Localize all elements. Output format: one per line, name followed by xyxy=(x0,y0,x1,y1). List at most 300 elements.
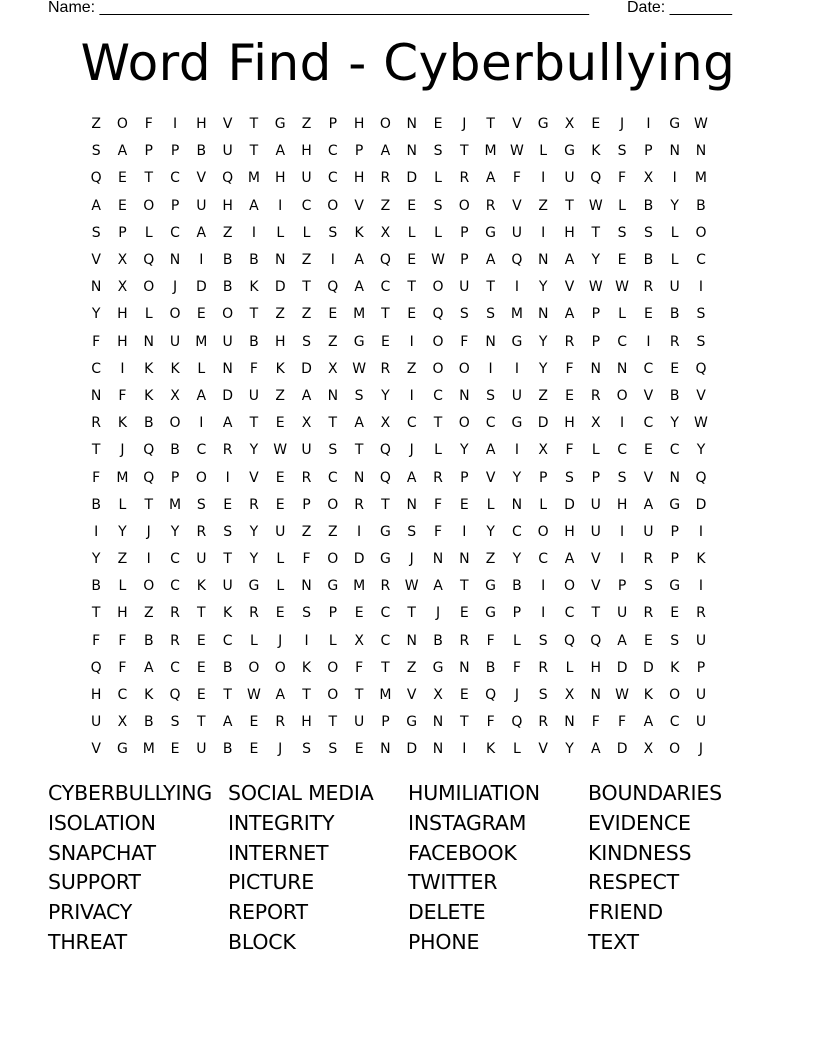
grid-letter: I xyxy=(514,279,519,296)
grid-letter: V xyxy=(91,741,101,758)
grid-letter: U xyxy=(301,442,312,459)
grid-letter: F xyxy=(302,551,311,568)
grid-letter: O xyxy=(169,306,181,323)
grid-letter: S xyxy=(538,632,548,649)
grid-row xyxy=(83,247,743,274)
grid-letter: V xyxy=(643,387,654,404)
grid-letter: Q xyxy=(590,170,602,187)
grid-letter: C xyxy=(433,387,443,404)
grid-letter: J xyxy=(172,279,178,296)
grid-letter: S xyxy=(433,197,443,214)
grid-letter: I xyxy=(541,224,546,241)
grid-letter: E xyxy=(643,306,653,323)
grid-letter: C xyxy=(643,360,654,377)
grid-letter: V xyxy=(196,170,207,187)
name-field-line: Name: _______________________________________________________ xyxy=(48,0,589,16)
grid-letter: W xyxy=(615,687,629,704)
grid-row xyxy=(83,220,743,247)
word-bank-item: HUMILIATION xyxy=(408,781,540,805)
grid-letter: C xyxy=(196,442,207,459)
grid-letter: C xyxy=(222,632,233,649)
grid-letter: H xyxy=(353,116,365,133)
grid-letter: O xyxy=(195,469,207,486)
grid-letter: K xyxy=(196,578,206,595)
grid-letter: B xyxy=(643,252,654,269)
grid-letter: A xyxy=(354,252,364,269)
grid-letter: O xyxy=(327,551,339,568)
grid-row xyxy=(83,383,743,410)
grid-letter: K xyxy=(696,551,706,568)
grid-letter: L xyxy=(144,224,153,241)
grid-letter: S xyxy=(696,306,706,323)
grid-letter: C xyxy=(617,442,627,459)
grid-letter: D xyxy=(564,496,575,513)
grid-letter: X xyxy=(328,360,338,377)
grid-letter: N xyxy=(485,333,496,350)
grid-letter: F xyxy=(118,632,127,649)
grid-letter: A xyxy=(222,415,233,432)
grid-letter: Q xyxy=(511,714,523,731)
grid-letter: L xyxy=(565,659,574,676)
grid-letter: H xyxy=(274,170,286,187)
grid-letter: I xyxy=(278,197,283,214)
grid-letter: L xyxy=(434,224,442,241)
grid-letter: G xyxy=(537,116,549,133)
grid-letter: B xyxy=(222,279,233,296)
grid-letter: C xyxy=(538,551,549,568)
grid-letter: B xyxy=(170,442,180,459)
grid-letter: C xyxy=(170,659,180,676)
grid-letter: I xyxy=(225,469,230,486)
grid-letter: R xyxy=(696,605,706,622)
grid-letter: L xyxy=(302,224,311,241)
grid-letter: Z xyxy=(380,197,391,214)
grid-letter: S xyxy=(354,387,364,404)
grid-letter: G xyxy=(485,224,497,241)
grid-letter: A xyxy=(249,197,259,214)
grid-letter: Y xyxy=(381,387,390,404)
grid-letter: E xyxy=(249,741,259,758)
grid-letter: G xyxy=(669,578,681,595)
grid-letter: E xyxy=(433,116,443,133)
grid-letter: Z xyxy=(117,551,128,568)
grid-letter: P xyxy=(302,496,311,513)
grid-letter: J xyxy=(620,116,625,133)
grid-row xyxy=(83,573,743,600)
grid-letter: B xyxy=(196,143,207,160)
grid-letter: D xyxy=(616,741,628,758)
grid-letter: L xyxy=(118,496,127,513)
grid-letter: E xyxy=(223,496,233,513)
grid-letter: U xyxy=(695,714,707,731)
grid-letter: K xyxy=(170,360,180,377)
grid-letter: A xyxy=(617,632,627,649)
grid-row xyxy=(83,736,743,763)
grid-letter: S xyxy=(643,224,653,241)
grid-letter: T xyxy=(302,279,311,296)
grid-letter: H xyxy=(117,333,128,350)
word-bank-item: CYBERBULLYING xyxy=(48,781,213,805)
grid-letter: R xyxy=(380,360,391,377)
grid-letter: I xyxy=(672,170,677,187)
grid-letter: T xyxy=(328,415,338,432)
grid-letter: Q xyxy=(511,252,523,269)
grid-letter: S xyxy=(670,632,680,649)
grid-letter: I xyxy=(462,523,467,540)
grid-letter: N xyxy=(537,306,549,323)
word-bank-item: TWITTER xyxy=(408,870,498,895)
grid-letter: I xyxy=(330,252,335,269)
grid-letter: Y xyxy=(170,523,180,540)
grid-letter: V xyxy=(406,687,417,704)
grid-letter: U xyxy=(275,523,286,540)
grid-letter: H xyxy=(90,687,102,704)
grid-letter: P xyxy=(170,469,180,486)
grid-letter: N xyxy=(327,387,339,404)
grid-letter: I xyxy=(620,523,625,540)
grid-letter: X xyxy=(564,116,575,133)
grid-letter: I xyxy=(357,523,362,540)
grid-letter: I xyxy=(541,605,546,622)
grid-letter: J xyxy=(146,523,151,540)
grid-letter: K xyxy=(486,741,496,758)
grid-letter: V xyxy=(512,197,522,214)
grid-letter: F xyxy=(249,360,258,377)
grid-letter: H xyxy=(616,496,628,513)
grid-row xyxy=(83,138,743,165)
grid-letter: I xyxy=(514,442,519,459)
grid-letter: F xyxy=(118,387,127,404)
grid-letter: Y xyxy=(249,442,259,459)
grid-letter: V xyxy=(696,387,706,404)
grid-letter: J xyxy=(278,632,283,649)
grid-letter: I xyxy=(620,551,625,568)
grid-letter: U xyxy=(511,224,523,241)
grid-letter: I xyxy=(94,523,99,540)
grid-letter: N xyxy=(669,143,680,160)
grid-letter: A xyxy=(275,687,286,704)
grid-letter: A xyxy=(301,387,312,404)
grid-letter: A xyxy=(143,659,154,676)
grid-letter: K xyxy=(301,659,312,676)
grid-letter: R xyxy=(538,659,549,676)
grid-letter: N xyxy=(222,360,233,377)
grid-letter: B xyxy=(222,741,233,758)
grid-letter: Y xyxy=(538,360,548,377)
grid-letter: S xyxy=(486,387,496,404)
grid-letter: I xyxy=(646,333,651,350)
word-bank-item: REPORT xyxy=(228,900,308,925)
grid-letter: T xyxy=(354,687,364,704)
word-bank-item: TEXT xyxy=(588,929,639,954)
grid-letter: I xyxy=(488,360,493,377)
grid-letter: O xyxy=(669,741,681,758)
word-bank-item: FRIEND xyxy=(588,900,663,925)
grid-letter: L xyxy=(434,170,442,187)
grid-letter: G xyxy=(117,741,128,758)
grid-letter: A xyxy=(485,170,496,187)
grid-letter: P xyxy=(538,469,548,486)
grid-letter: I xyxy=(646,116,651,133)
grid-letter: W xyxy=(352,360,367,377)
grid-letter: G xyxy=(564,143,575,160)
grid-letter: S xyxy=(617,224,627,241)
grid-letter: T xyxy=(354,442,364,459)
grid-letter: L xyxy=(328,632,337,649)
grid-letter: P xyxy=(354,143,364,160)
grid-letter: A xyxy=(354,415,364,432)
grid-letter: M xyxy=(168,496,182,513)
grid-letter: N xyxy=(564,714,575,731)
grid-letter: N xyxy=(432,741,444,758)
grid-letter: X xyxy=(354,632,364,649)
grid-letter: D xyxy=(353,551,365,568)
grid-letter: F xyxy=(433,496,443,513)
grid-letter: R xyxy=(275,714,286,731)
grid-letter: T xyxy=(91,605,101,622)
grid-letter: Z xyxy=(301,116,312,133)
grid-letter: E xyxy=(670,360,680,377)
grid-letter: A xyxy=(380,143,391,160)
grid-letter: T xyxy=(381,306,390,323)
grid-letter: O xyxy=(432,360,444,377)
grid-letter: K xyxy=(275,360,285,377)
grid-letter: Z xyxy=(301,252,312,269)
grid-letter: S xyxy=(302,741,311,758)
grid-letter: Q xyxy=(143,469,155,486)
grid-letter: I xyxy=(462,741,467,758)
grid-letter: U xyxy=(301,170,312,187)
grid-letter: D xyxy=(222,387,234,404)
grid-letter: C xyxy=(617,333,627,350)
grid-row xyxy=(83,464,743,491)
grid-letter: X xyxy=(380,224,391,241)
grid-letter: A xyxy=(354,279,364,296)
grid-letter: H xyxy=(274,333,286,350)
grid-letter: V xyxy=(91,252,101,269)
grid-letter: E xyxy=(407,197,417,214)
grid-letter: E xyxy=(275,415,285,432)
grid-letter: S xyxy=(617,469,627,486)
grid-letter: P xyxy=(170,143,180,160)
grid-letter: O xyxy=(327,496,339,513)
grid-letter: R xyxy=(301,469,312,486)
grid-letter: K xyxy=(670,659,680,676)
grid-letter: N xyxy=(459,659,470,676)
grid-letter: S xyxy=(302,333,311,350)
grid-letter: A xyxy=(485,252,496,269)
grid-letter: O xyxy=(143,578,155,595)
grid-letter: B xyxy=(143,415,154,432)
word-bank-item: INTEGRITY xyxy=(228,810,335,835)
grid-letter: A xyxy=(433,578,443,595)
grid-letter: Y xyxy=(512,551,522,568)
grid-letter: R xyxy=(380,170,391,187)
grid-letter: Y xyxy=(91,306,101,323)
grid-letter: R xyxy=(669,333,680,350)
grid-letter: V xyxy=(354,197,364,214)
grid-letter: F xyxy=(486,714,495,731)
grid-letter: V xyxy=(512,116,522,133)
word-bank-item: KINDNESS xyxy=(588,840,692,865)
grid-letter: M xyxy=(116,469,129,486)
grid-letter: I xyxy=(541,578,546,595)
word-bank-item: ISOLATION xyxy=(48,810,156,835)
grid-letter: O xyxy=(143,279,155,296)
grid-letter: G xyxy=(353,333,365,350)
grid-letter: L xyxy=(407,224,416,241)
grid-letter: W xyxy=(694,116,708,133)
grid-letter: Q xyxy=(90,170,102,187)
word-bank-item: INSTAGRAM xyxy=(408,810,527,835)
grid-letter: Q xyxy=(143,252,155,269)
grid-letter: O xyxy=(616,387,628,404)
grid-letter: L xyxy=(144,306,153,323)
grid-letter: T xyxy=(249,116,259,133)
grid-letter: R xyxy=(249,496,259,513)
grid-letter: U xyxy=(222,578,233,595)
word-bank-item: SOCIAL MEDIA xyxy=(228,781,374,805)
grid-letter: E xyxy=(354,605,364,622)
grid-letter: J xyxy=(409,551,414,568)
grid-letter: Z xyxy=(301,523,312,540)
grid-letter: D xyxy=(301,360,312,377)
grid-letter: N xyxy=(406,116,417,133)
grid-letter: B xyxy=(249,252,259,269)
grid-letter: E xyxy=(459,605,469,622)
grid-letter: S xyxy=(617,143,627,160)
grid-letter: P xyxy=(591,469,601,486)
grid-letter: R xyxy=(433,469,443,486)
grid-letter: D xyxy=(195,279,207,296)
grid-letter: P xyxy=(644,143,653,160)
grid-letter: C xyxy=(669,442,680,459)
grid-letter: N xyxy=(143,333,154,350)
grid-letter: I xyxy=(541,170,546,187)
grid-letter: C xyxy=(301,197,312,214)
grid-letter: Q xyxy=(695,469,707,486)
grid-letter: A xyxy=(564,551,575,568)
grid-letter: Y xyxy=(696,442,706,459)
grid-letter: T xyxy=(460,714,469,731)
grid-letter: F xyxy=(433,523,443,540)
grid-letter: L xyxy=(539,143,548,160)
grid-letter: T xyxy=(302,687,311,704)
grid-letter: Z xyxy=(485,551,496,568)
grid-letter: C xyxy=(91,360,102,377)
grid-letter: P xyxy=(170,197,180,214)
grid-letter: N xyxy=(669,469,680,486)
grid-letter: U xyxy=(222,143,233,160)
grid-letter: O xyxy=(143,197,155,214)
grid-letter: E xyxy=(407,252,417,269)
grid-letter: M xyxy=(379,687,392,704)
grid-letter: G xyxy=(485,605,497,622)
grid-letter: I xyxy=(698,279,704,296)
grid-letter: B xyxy=(433,632,443,649)
grid-letter: E xyxy=(275,469,285,486)
grid-letter: C xyxy=(564,605,575,622)
word-bank-item: SUPPORT xyxy=(48,870,141,895)
grid-letter: X xyxy=(117,252,128,269)
grid-letter: Y xyxy=(538,333,548,350)
grid-letter: I xyxy=(304,632,309,649)
grid-letter: R xyxy=(643,551,654,568)
grid-letter: E xyxy=(643,442,653,459)
grid-letter: E xyxy=(196,687,206,704)
grid-letter: N xyxy=(537,252,549,269)
grid-letter: T xyxy=(381,659,390,676)
grid-letter: O xyxy=(458,360,470,377)
grid-letter: K xyxy=(144,387,154,404)
grid-letter: F xyxy=(144,116,153,133)
grid-letter: O xyxy=(432,279,444,296)
word-bank-item: BLOCK xyxy=(228,929,296,954)
grid-letter: Z xyxy=(222,224,233,241)
grid-letter: T xyxy=(433,415,443,432)
grid-letter: A xyxy=(485,442,496,459)
grid-letter: W xyxy=(694,415,708,432)
grid-letter: N xyxy=(353,469,365,486)
grid-letter: L xyxy=(618,197,626,214)
grid-letter: H xyxy=(564,523,575,540)
grid-letter: R xyxy=(538,714,549,731)
grid-letter: I xyxy=(199,252,204,269)
grid-letter: K xyxy=(223,605,233,622)
grid-letter: X xyxy=(590,415,601,432)
grid-letter: E xyxy=(249,714,259,731)
grid-letter: K xyxy=(144,687,154,704)
grid-letter: T xyxy=(144,496,154,513)
grid-letter: R xyxy=(459,632,470,649)
grid-letter: N xyxy=(590,360,602,377)
grid-letter: U xyxy=(695,687,707,704)
grid-letter: D xyxy=(616,659,628,676)
word-bank-item: FACEBOOK xyxy=(408,840,517,865)
grid-letter: T xyxy=(460,143,469,160)
grid-letter: E xyxy=(565,387,574,404)
grid-letter: S xyxy=(328,741,338,758)
grid-letter: Q xyxy=(379,252,391,269)
grid-letter: G xyxy=(669,116,681,133)
grid-letter: D xyxy=(406,170,418,187)
grid-letter: O xyxy=(327,197,339,214)
grid-letter: I xyxy=(409,387,414,404)
grid-letter: Y xyxy=(91,551,101,568)
grid-letter: R xyxy=(590,387,601,404)
grid-letter: F xyxy=(92,632,101,649)
grid-letter: X xyxy=(380,415,391,432)
grid-letter: H xyxy=(564,415,575,432)
grid-letter: V xyxy=(591,578,601,595)
grid-row xyxy=(83,356,743,383)
grid-letter: C xyxy=(512,523,522,540)
grid-letter: T xyxy=(197,605,206,622)
grid-letter: E xyxy=(118,170,127,187)
grid-letter: S xyxy=(196,496,206,513)
grid-letter: D xyxy=(537,415,549,432)
grid-letter: T xyxy=(328,714,338,731)
grid-letter: X xyxy=(117,279,128,296)
grid-letter: T xyxy=(144,170,154,187)
grid-letter: I xyxy=(514,360,519,377)
grid-letter: L xyxy=(486,496,495,513)
grid-letter: Y xyxy=(670,197,679,214)
grid-letter: J xyxy=(698,741,704,758)
word-bank-item: PHONE xyxy=(408,929,480,954)
grid-letter: I xyxy=(172,116,178,133)
grid-letter: R xyxy=(170,632,180,649)
